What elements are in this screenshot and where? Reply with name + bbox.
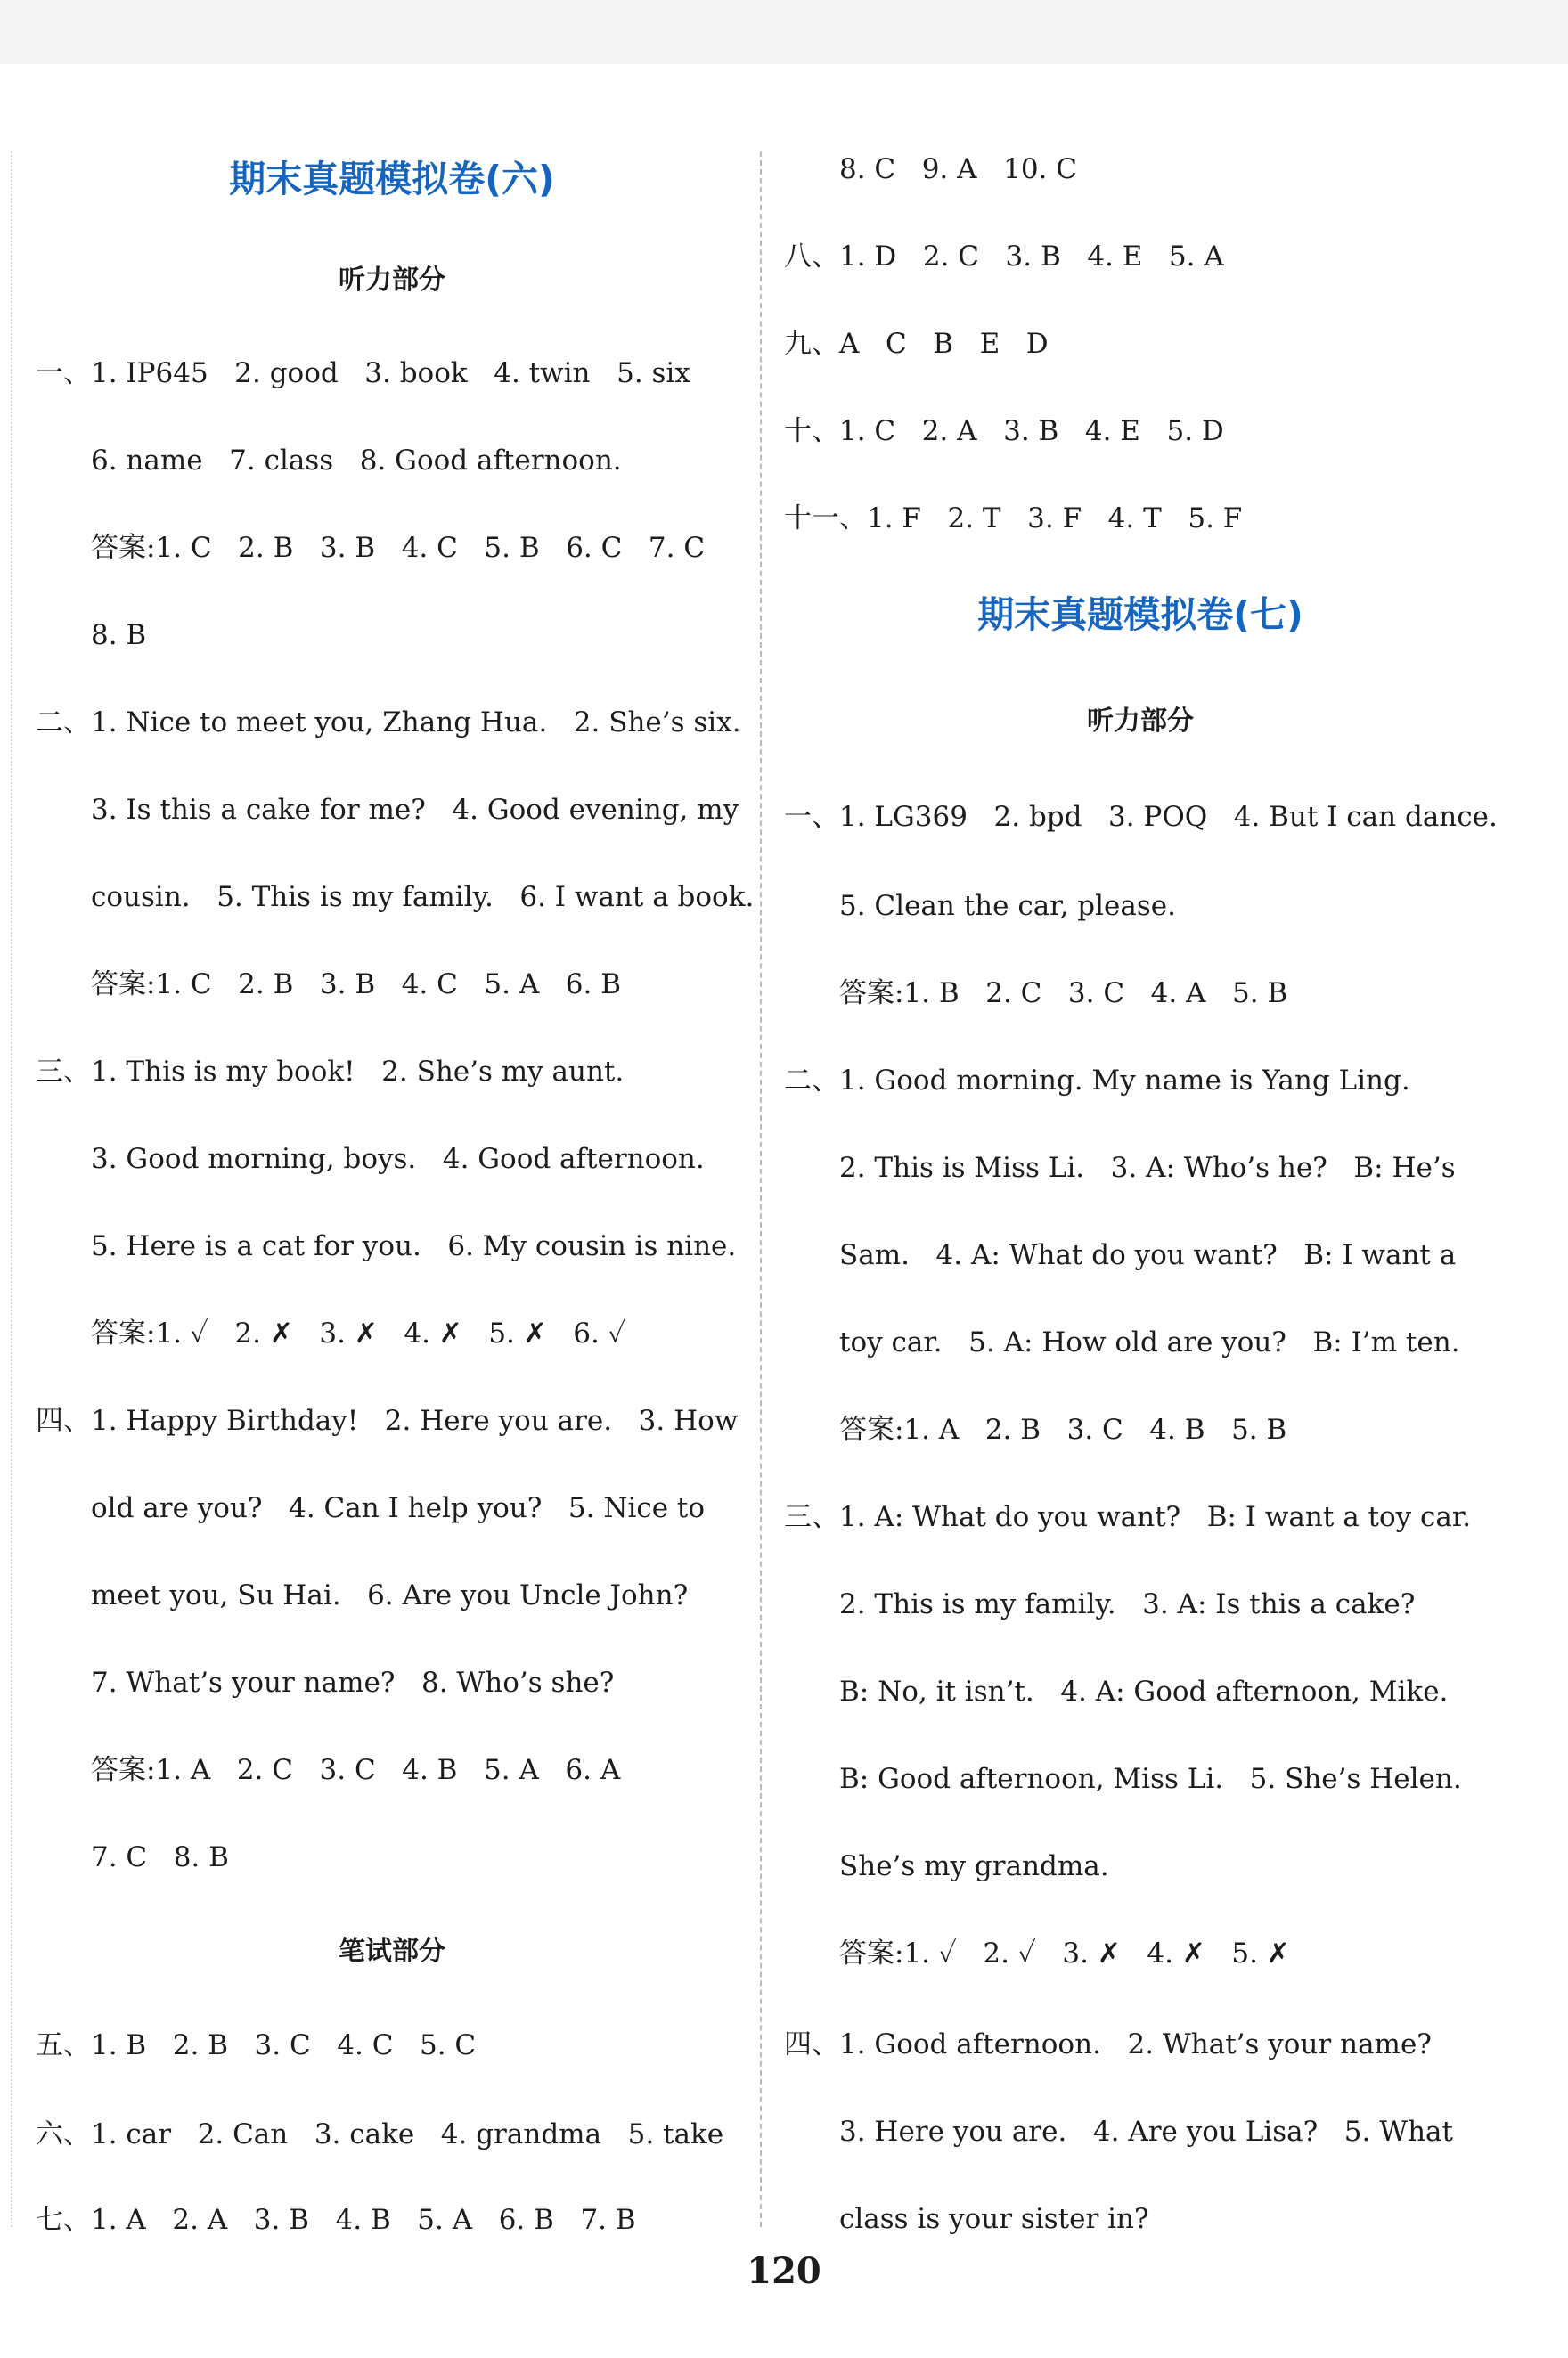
answer-line: 七、1. A 2. A 3. B 4. B 5. A 6. B 7. B: [36, 2204, 636, 2236]
exam-title-6: 期末真题模拟卷(六): [229, 158, 555, 200]
answer-line: She’s my grandma.: [839, 1850, 1109, 1882]
answer-line: 五、1. B 2. B 3. C 4. C 5. C: [36, 2029, 477, 2061]
answer-line: 九、A C B E D: [784, 328, 1049, 360]
answer-line: 一、1. IP645 2. good 3. book 4. twin 5. six: [36, 357, 690, 389]
answer-key-line: 答案:1. ✓ 2. ✓ 3. ✗ 4. ✗ 5. ✗: [839, 1938, 1290, 1970]
answer-key-line: 8. B: [91, 619, 147, 651]
answer-line: B: Good afternoon, Miss Li. 5. She’s Helen.: [839, 1763, 1462, 1795]
answer-key-line: 答案:1. A 2. B 3. C 4. B 5. B: [839, 1414, 1287, 1446]
answer-line: 十、1. C 2. A 3. B 4. E 5. D: [784, 415, 1224, 447]
answer-line: toy car. 5. A: How old are you? B: I’m ten.: [839, 1326, 1460, 1359]
answer-line: 8. C 9. A 10. C: [839, 153, 1077, 185]
answer-line: cousin. 5. This is my family. 6. I want a book.: [91, 881, 755, 913]
answer-line: 四、1. Good afternoon. 2. What’s your name?: [784, 2028, 1432, 2060]
answer-line: 一、1. LG369 2. bpd 3. POQ 4. But I can dance.: [784, 801, 1498, 833]
column-divider: [760, 151, 762, 2227]
answer-line: B: No, it isn’t. 4. A: Good afternoon, Mike.: [839, 1676, 1449, 1708]
listening-heading: 听力部分: [1087, 706, 1194, 737]
page-number: 120: [747, 2250, 821, 2292]
answer-line: 十一、1. F 2. T 3. F 4. T 5. F: [784, 502, 1243, 534]
answer-line: 7. What’s your name? 8. Who’s she?: [91, 1667, 615, 1699]
answer-line: 5. Clean the car, please.: [839, 890, 1176, 922]
answer-line: meet you, Su Hai. 6. Are you Uncle John?: [91, 1579, 689, 1611]
top-margin-band: [0, 0, 1568, 64]
answer-line: 5. Here is a cat for you. 6. My cousin is nine.: [91, 1230, 737, 1262]
answer-line: 三、1. A: What do you want? B: I want a toy car.: [784, 1501, 1472, 1533]
answer-line: 2. This is my family. 3. A: Is this a cake?: [839, 1588, 1416, 1620]
answer-line: 2. This is Miss Li. 3. A: Who’s he? B: He’s: [839, 1152, 1456, 1184]
answer-key-line: 答案:1. ✓ 2. ✗ 3. ✗ 4. ✗ 5. ✗ 6. ✓: [91, 1318, 626, 1350]
writing-heading: 笔试部分: [339, 1936, 445, 1967]
answer-line: 四、1. Happy Birthday! 2. Here you are. 3. How: [36, 1405, 739, 1437]
answer-line: 二、1. Good morning. My name is Yang Ling.: [784, 1065, 1410, 1097]
answer-line: 三、1. This is my book! 2. She’s my aunt.: [36, 1056, 625, 1088]
answer-key-line: 答案:1. B 2. C 3. C 4. A 5. B: [839, 977, 1288, 1009]
answer-line: 六、1. car 2. Can 3. cake 4. grandma 5. take: [36, 2118, 724, 2150]
answer-line: 3. Here you are. 4. Are you Lisa? 5. What: [839, 2116, 1453, 2148]
answer-key-line: 7. C 8. B: [91, 1841, 229, 1873]
exam-title-7: 期末真题模拟卷(七): [977, 593, 1303, 636]
answer-line: 二、1. Nice to meet you, Zhang Hua. 2. She’s six.: [36, 706, 741, 738]
left-margin-line: [11, 151, 12, 2227]
answer-line: Sam. 4. A: What do you want? B: I want a: [839, 1239, 1457, 1271]
answer-line: 3. Good morning, boys. 4. Good afternoon.: [91, 1143, 705, 1175]
answer-line: class is your sister in?: [839, 2203, 1149, 2235]
answer-key-line: 答案:1. C 2. B 3. B 4. C 5. A 6. B: [91, 968, 622, 1000]
answer-line: old are you? 4. Can I help you? 5. Nice to: [91, 1492, 706, 1524]
answer-line: 3. Is this a cake for me? 4. Good evening, my: [91, 794, 739, 826]
listening-heading: 听力部分: [339, 265, 445, 296]
answer-key-line: 答案:1. A 2. C 3. C 4. B 5. A 6. A: [91, 1754, 621, 1786]
answer-line: 6. name 7. class 8. Good afternoon.: [91, 445, 622, 477]
answer-line: 八、1. D 2. C 3. B 4. E 5. A: [784, 241, 1224, 273]
answer-key-line: 答案:1. C 2. B 3. B 4. C 5. B 6. C 7. C: [91, 532, 706, 564]
